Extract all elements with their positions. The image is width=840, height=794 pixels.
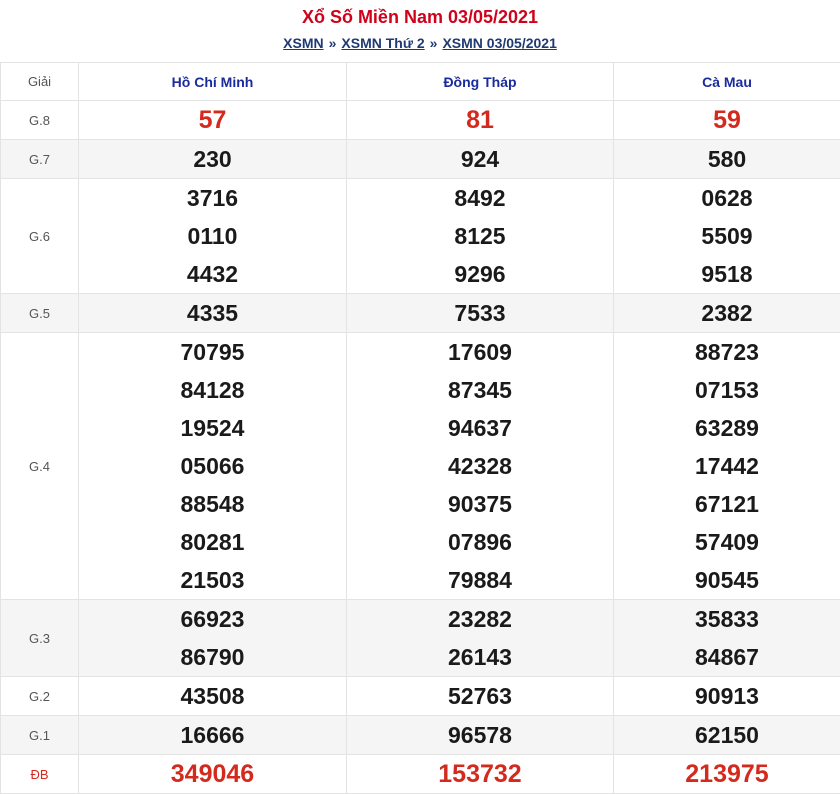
prize-label: G.7 xyxy=(1,140,79,179)
prize-row-g8 xyxy=(1,101,840,140)
result-number: 88723 xyxy=(614,333,840,371)
breadcrumb-link-xsmn-date[interactable]: XSMN 03/05/2021 xyxy=(442,35,556,51)
result-number: 35833 xyxy=(614,600,840,638)
breadcrumb xyxy=(0,30,840,56)
result-number: 90375 xyxy=(347,485,613,523)
result-cell xyxy=(79,179,347,294)
result-cell xyxy=(614,333,840,600)
result-number: 63289 xyxy=(614,409,840,447)
table-header-row xyxy=(1,63,840,101)
result-number: 16666 xyxy=(79,716,346,754)
result-number: 230 xyxy=(79,140,346,178)
result-number: 26143 xyxy=(347,638,613,676)
result-number: 8125 xyxy=(347,217,613,255)
result-number: 66923 xyxy=(79,600,346,638)
result-cell xyxy=(614,716,840,755)
result-number: 580 xyxy=(614,140,840,178)
prize-row-special xyxy=(1,755,840,794)
prize-row-g4 xyxy=(1,333,840,600)
result-number: 88548 xyxy=(79,485,346,523)
result-number: 8492 xyxy=(347,179,613,217)
prize-label: G.2 xyxy=(1,677,79,716)
result-number: 9296 xyxy=(347,255,613,293)
result-number: 3716 xyxy=(79,179,346,217)
result-number: 9518 xyxy=(614,255,840,293)
province-header-ca-mau: Cà Mau xyxy=(614,63,840,101)
prize-label: G.4 xyxy=(1,333,79,600)
result-cell xyxy=(347,179,614,294)
result-number: 4335 xyxy=(79,294,346,332)
result-number: 84867 xyxy=(614,638,840,676)
result-number: 0628 xyxy=(614,179,840,217)
prize-row-g6 xyxy=(1,179,840,294)
result-cell xyxy=(347,294,614,333)
result-number: 23282 xyxy=(347,600,613,638)
result-number: 17609 xyxy=(347,333,613,371)
result-number: 62150 xyxy=(614,716,840,754)
result-cell xyxy=(347,600,614,677)
prize-label: G.1 xyxy=(1,716,79,755)
result-number: 96578 xyxy=(347,716,613,754)
result-number: 86790 xyxy=(79,638,346,676)
result-number: 17442 xyxy=(614,447,840,485)
breadcrumb-separator: » xyxy=(329,35,337,51)
result-number: 43508 xyxy=(79,677,346,715)
result-number: 07153 xyxy=(614,371,840,409)
prize-label: ĐB xyxy=(1,755,79,794)
result-cell xyxy=(614,677,840,716)
result-cell xyxy=(79,677,347,716)
result-number: 81 xyxy=(347,101,613,139)
result-number: 57 xyxy=(79,101,346,139)
result-number: 67121 xyxy=(614,485,840,523)
result-cell xyxy=(347,755,614,794)
prize-row-g2 xyxy=(1,677,840,716)
breadcrumb-link-xsmn-thu-2[interactable]: XSMN Thứ 2 xyxy=(341,35,424,51)
prize-row-g7 xyxy=(1,140,840,179)
result-number: 19524 xyxy=(79,409,346,447)
result-number: 05066 xyxy=(79,447,346,485)
prize-row-g1 xyxy=(1,716,840,755)
result-number: 84128 xyxy=(79,371,346,409)
result-number: 90545 xyxy=(614,561,840,599)
result-cell xyxy=(79,140,347,179)
result-cell xyxy=(614,140,840,179)
result-number: 21503 xyxy=(79,561,346,599)
result-number: 80281 xyxy=(79,523,346,561)
result-number: 07896 xyxy=(347,523,613,561)
result-number: 79884 xyxy=(347,561,613,599)
result-cell xyxy=(79,755,347,794)
result-cell xyxy=(347,677,614,716)
result-number: 70795 xyxy=(79,333,346,371)
result-cell xyxy=(614,179,840,294)
breadcrumb-separator: » xyxy=(430,35,438,51)
results-table xyxy=(0,62,840,794)
prize-row-g3 xyxy=(1,600,840,677)
prize-label: G.3 xyxy=(1,600,79,677)
result-number: 5509 xyxy=(614,217,840,255)
province-header-ho-chi-minh: Hồ Chí Minh xyxy=(79,63,347,101)
result-cell xyxy=(347,101,614,140)
prize-row-g5 xyxy=(1,294,840,333)
result-cell xyxy=(79,101,347,140)
result-number: 153732 xyxy=(347,755,613,793)
result-number: 87345 xyxy=(347,371,613,409)
page-header xyxy=(0,0,840,62)
result-number: 924 xyxy=(347,140,613,178)
result-cell xyxy=(79,333,347,600)
result-cell xyxy=(614,101,840,140)
result-number: 213975 xyxy=(614,755,840,793)
breadcrumb-link-xsmn[interactable]: XSMN xyxy=(283,35,323,51)
result-cell xyxy=(79,600,347,677)
result-cell xyxy=(347,333,614,600)
result-cell xyxy=(347,716,614,755)
result-cell xyxy=(614,600,840,677)
result-cell xyxy=(79,294,347,333)
result-number: 57409 xyxy=(614,523,840,561)
prize-label: G.6 xyxy=(1,179,79,294)
result-number: 42328 xyxy=(347,447,613,485)
result-cell xyxy=(614,294,840,333)
prize-column-header: Giải xyxy=(1,63,79,101)
result-number: 90913 xyxy=(614,677,840,715)
result-number: 7533 xyxy=(347,294,613,332)
province-header-dong-thap: Đồng Tháp xyxy=(347,63,614,101)
result-number: 52763 xyxy=(347,677,613,715)
result-number: 59 xyxy=(614,101,840,139)
result-number: 4432 xyxy=(79,255,346,293)
result-cell xyxy=(79,716,347,755)
prize-label: G.8 xyxy=(1,101,79,140)
result-number: 349046 xyxy=(79,755,346,793)
result-number: 0110 xyxy=(79,217,346,255)
result-cell xyxy=(614,755,840,794)
result-cell xyxy=(347,140,614,179)
page-title: Xổ Số Miền Nam 03/05/2021 xyxy=(0,0,840,30)
result-number: 2382 xyxy=(614,294,840,332)
prize-label: G.5 xyxy=(1,294,79,333)
result-number: 94637 xyxy=(347,409,613,447)
